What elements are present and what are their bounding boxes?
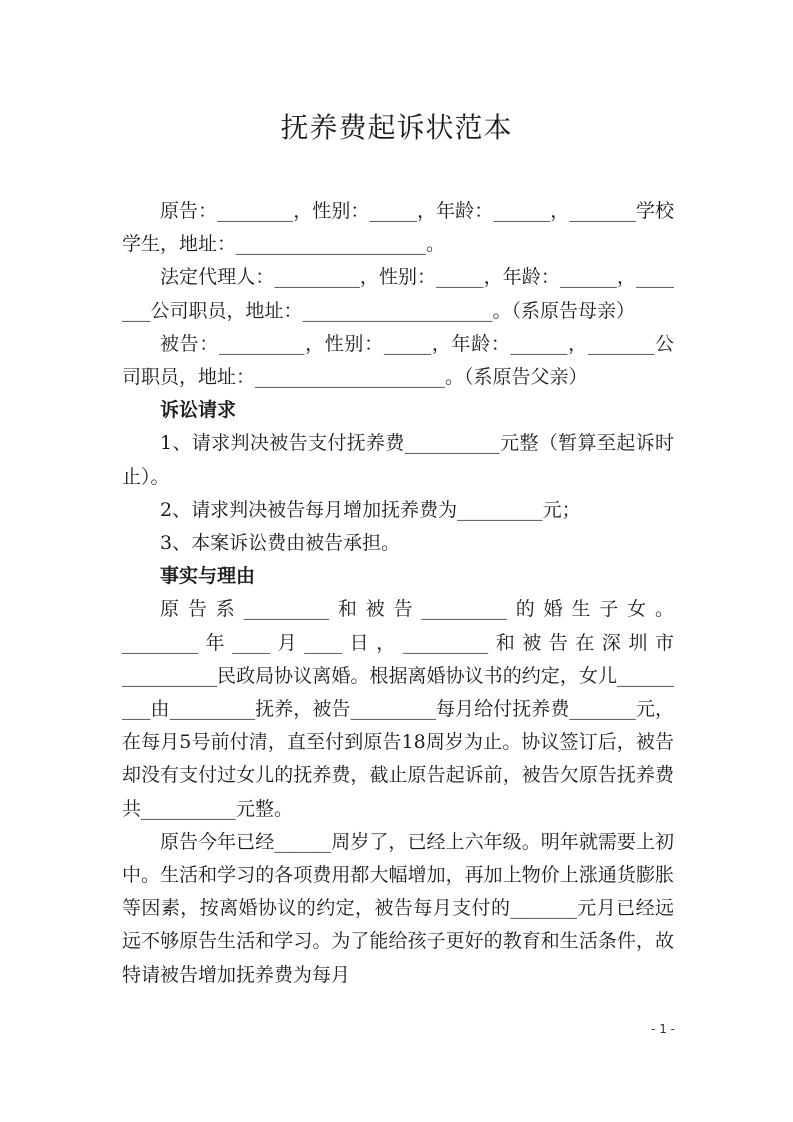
facts-line: ________年____月____日，_________和被告在深圳市: [122, 631, 674, 654]
claims-heading: 诉讼请求: [160, 399, 237, 422]
facts-heading: 事实与理由: [160, 565, 256, 588]
facts-line: 原告系_________和被告_________的婚生子女。: [160, 598, 674, 621]
document-title: 抚养费起诉状范本: [280, 111, 513, 144]
document-body: [122, 195, 674, 992]
legal-representative-paragraph: 法定代理人：_________，性别：_____，年龄：______，_______公司职员，地址：____________________。（系原告母亲）: [122, 266, 674, 322]
defendant-paragraph: 被告：_________，性别：_____，年龄：______，_______公司职员，地址：____________________。（系原告父亲）: [122, 332, 674, 389]
claim-item: 1、请求判决被告支付抚养费__________元整（暂算至起诉时止）。: [122, 432, 674, 488]
claim-item: 3、本案诉讼费由被告承担。: [160, 532, 401, 555]
facts-paragraph: __________民政局协议离婚。根据离婚协议书的约定，女儿_________由_________抚养，被告_________每月给付抚养费_______元，在每月5号前付清，直至付到原告18周岁为止。协议签订后，被告却没有支付过女儿的抚养费，截止原告起诉前，被告欠原告抚养费共__________元整。: [122, 664, 674, 820]
claim-item: 2、请求判决被告每月增加抚养费为_________元；: [160, 498, 581, 521]
plaintiff-paragraph: 原告：________，性别：_____，年龄：______，_______学校学生，地址：____________________。: [122, 200, 674, 256]
page-number: - 1 -: [651, 1022, 675, 1036]
facts-paragraph: 原告今年已经______周岁了，已经上六年级。明年就需要上初中。生活和学习的各项费用都大幅增加，再加上物价上涨通货膨胀等因素，按离婚协议的约定，被告每月支付的_______元月已经远远不够原告生活和学习。为了能给孩子更好的教育和生活条件，故特请被告增加抚养费为每月: [122, 830, 674, 986]
